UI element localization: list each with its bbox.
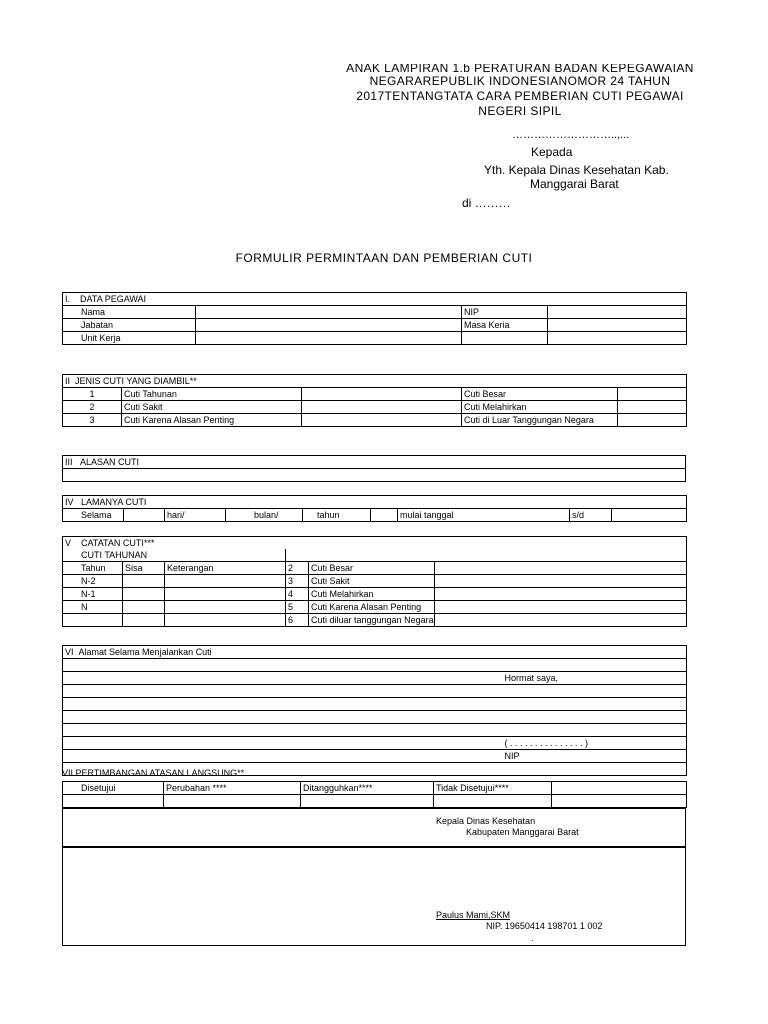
leave-type-check[interactable] xyxy=(618,388,687,401)
empty-cell xyxy=(552,782,687,795)
keterangan-column-header: Keterangan xyxy=(165,562,286,575)
section-alamat-cuti xyxy=(62,645,687,776)
leave-type-number: 1 xyxy=(63,388,122,401)
section-lamanya-cuti xyxy=(62,495,687,522)
leave-type-label: Cuti Karena Alasan Penting xyxy=(122,414,302,427)
recipient-line-2: Manggarai Barat xyxy=(530,177,619,191)
option-ditangguhkan[interactable]: Ditangguhkan**** xyxy=(301,782,434,795)
leave-type-label: Cuti Besar xyxy=(462,388,618,401)
leave-type-label: Cuti Tahunan xyxy=(122,388,302,401)
keterangan-value[interactable] xyxy=(165,588,286,601)
section-6-number: VI xyxy=(65,647,74,657)
leave-note-value[interactable] xyxy=(435,575,687,588)
address-line[interactable] xyxy=(63,711,687,724)
section-4-number: IV xyxy=(65,497,74,507)
approver-title-2: Kabupaten Manggarai Barat xyxy=(466,827,579,837)
leave-note-label: Cuti Melahirkan xyxy=(309,588,435,601)
year-label xyxy=(63,614,123,627)
option-perubahan[interactable]: Perubahan **** xyxy=(164,782,301,795)
section-data-pegawai xyxy=(62,292,687,345)
date-line: ………………………..,... xyxy=(512,129,630,141)
leave-note-label: Cuti diluar tanggungan Negara xyxy=(309,614,435,627)
option-disetujui[interactable]: Disetujui xyxy=(63,782,164,795)
masa-kerja-label: Masa Keria xyxy=(462,319,548,332)
empty-cell xyxy=(552,795,687,808)
header-line-1: ANAK LAMPIRAN 1.b PERATURAN BADAN KEPEGAWAIAN xyxy=(346,64,694,74)
signature-placeholder: ( . . . . . . . . . . . . . . . ) xyxy=(503,737,687,750)
leave-type-check[interactable] xyxy=(302,401,462,414)
sisa-value[interactable] xyxy=(123,575,165,588)
empty-cell xyxy=(462,332,548,345)
address-line[interactable] xyxy=(63,672,503,685)
section-pertimbangan-atasan xyxy=(62,781,687,808)
nip-value[interactable] xyxy=(548,306,687,319)
sisa-value[interactable] xyxy=(123,614,165,627)
leave-note-value[interactable] xyxy=(435,601,687,614)
nip-label: NIP xyxy=(503,750,687,763)
option-tidak-disetujui[interactable]: Tidak Disetujui**** xyxy=(434,782,552,795)
keterangan-value[interactable] xyxy=(165,575,286,588)
leave-note-number: 5 xyxy=(286,601,309,614)
tahun-column-header: Tahun xyxy=(63,562,123,575)
approver-title-1: Kepala Dinas Kesehatan xyxy=(436,816,536,826)
address-line[interactable] xyxy=(63,737,503,750)
leave-type-label: Cuti Sakit xyxy=(122,401,302,414)
sisa-value[interactable] xyxy=(123,588,165,601)
empty-cell xyxy=(371,509,398,522)
leave-type-check[interactable] xyxy=(618,401,687,414)
kepada-label: Kepada xyxy=(531,145,573,159)
leave-type-check[interactable] xyxy=(302,414,462,427)
duration-value[interactable] xyxy=(124,509,165,522)
end-date-value[interactable] xyxy=(612,509,687,522)
sd-label: s/d xyxy=(570,509,612,522)
year-label: N xyxy=(63,601,123,614)
section-alasan-cuti xyxy=(62,455,686,482)
section-3-number: III xyxy=(65,457,73,467)
nama-value[interactable] xyxy=(196,306,462,319)
jabatan-value[interactable] xyxy=(196,319,462,332)
leave-note-label: Cuti Karena Alasan Penting xyxy=(309,601,435,614)
keterangan-value[interactable] xyxy=(165,601,286,614)
recipient-line-1: Yth. Kepala Dinas Kesehatan Kab. xyxy=(484,163,669,177)
approval-box xyxy=(62,808,686,848)
unit-kerja-label: Unit Kerja xyxy=(63,332,196,345)
section-catatan-cuti xyxy=(62,536,687,627)
leave-note-value[interactable] xyxy=(435,562,687,575)
sisa-column-header: Sisa xyxy=(123,562,165,575)
header-line-4: NEGERI SIPIL xyxy=(478,104,562,118)
address-line[interactable] xyxy=(63,750,503,763)
form-title: FORMULIR PERMINTAAN DAN PEMBERIAN CUTI xyxy=(235,251,533,265)
section-2-heading: JENIS CUTI YANG DIAMBIL** xyxy=(75,376,197,386)
nama-label: Nama xyxy=(63,306,196,319)
header-line-2: NEGARAREPUBLIK INDONESIANOMOR 24 TAHUN xyxy=(369,74,671,88)
section-jenis-cuti xyxy=(62,374,687,427)
decision-cell[interactable] xyxy=(164,795,301,808)
address-line[interactable] xyxy=(63,685,687,698)
selama-label: Selama xyxy=(63,509,124,522)
section-1-number: I. xyxy=(65,294,71,304)
alasan-cuti-value[interactable] xyxy=(63,469,686,482)
leave-note-label: Cuti Sakit xyxy=(309,575,435,588)
keterangan-value[interactable] xyxy=(165,614,286,627)
approver-nip: NIP. 19650414 198701 1 002 xyxy=(486,921,603,931)
cuti-tahunan-subheading: CUTI TAHUNAN xyxy=(63,549,286,562)
section-5-heading: CATATAN CUTI*** xyxy=(81,538,155,548)
section-7-heading-row xyxy=(62,767,244,780)
approver-name: Paulus Mami,SKM xyxy=(436,910,511,920)
trailing-dot: . xyxy=(531,933,534,943)
nip-label: NIP xyxy=(462,306,548,319)
unit-kerja-value[interactable] xyxy=(196,332,462,345)
leave-note-number: 2 xyxy=(286,562,309,575)
jabatan-label: Jabatan xyxy=(63,319,196,332)
leave-type-check[interactable] xyxy=(618,414,687,427)
decision-cell[interactable] xyxy=(434,795,552,808)
section-3-heading: ALASAN CUTI xyxy=(80,457,140,467)
hormat-saya-label: Hormat saya, xyxy=(503,672,687,685)
empty-cell xyxy=(548,332,687,345)
year-label: N-2 xyxy=(63,575,123,588)
leave-type-label: Cuti Melahirkan xyxy=(462,401,618,414)
address-line[interactable] xyxy=(63,698,687,711)
recipient-location: di ……… xyxy=(462,196,511,210)
bulan-label: bulan/ xyxy=(226,509,303,522)
leave-type-number: 3 xyxy=(63,414,122,427)
leave-type-check[interactable] xyxy=(302,388,462,401)
header-line-3: 2017TENTANGTATA CARA PEMBERIAN CUTI PEGAWAI xyxy=(356,89,684,103)
year-label: N-1 xyxy=(63,588,123,601)
tahun-label: tahun xyxy=(303,509,371,522)
masa-kerja-value[interactable] xyxy=(548,319,687,332)
section-2-number: II xyxy=(65,376,71,386)
mulai-tanggal-label[interactable]: mulai tanggal xyxy=(398,509,570,522)
sisa-value[interactable] xyxy=(123,601,165,614)
section-1-heading: DATA PEGAWAI xyxy=(80,294,147,304)
leave-note-value[interactable] xyxy=(435,614,687,627)
decision-cell[interactable] xyxy=(301,795,434,808)
leave-type-label: Cuti di Luar Tanggungan Negara xyxy=(462,414,618,427)
section-4-heading: LAMANYA CUTI xyxy=(81,497,147,507)
leave-note-label: Cuti Besar xyxy=(309,562,435,575)
section-7-number: VII xyxy=(62,768,74,778)
address-line[interactable] xyxy=(63,724,687,737)
section-5-number: V xyxy=(65,538,72,548)
leave-note-number: 4 xyxy=(286,588,309,601)
hari-label: hari/ xyxy=(165,509,226,522)
section-7-heading: PERTIMBANGAN ATASAN LANGSUNG** xyxy=(75,768,245,778)
decision-cell[interactable] xyxy=(63,795,164,808)
leave-note-number: 3 xyxy=(286,575,309,588)
leave-type-number: 2 xyxy=(63,401,122,414)
leave-note-value[interactable] xyxy=(435,588,687,601)
address-line[interactable] xyxy=(63,659,687,672)
empty-cell xyxy=(286,549,687,562)
leave-note-number: 6 xyxy=(286,614,309,627)
section-6-heading: Alamat Selama Menjalankan Cuti xyxy=(78,647,212,657)
